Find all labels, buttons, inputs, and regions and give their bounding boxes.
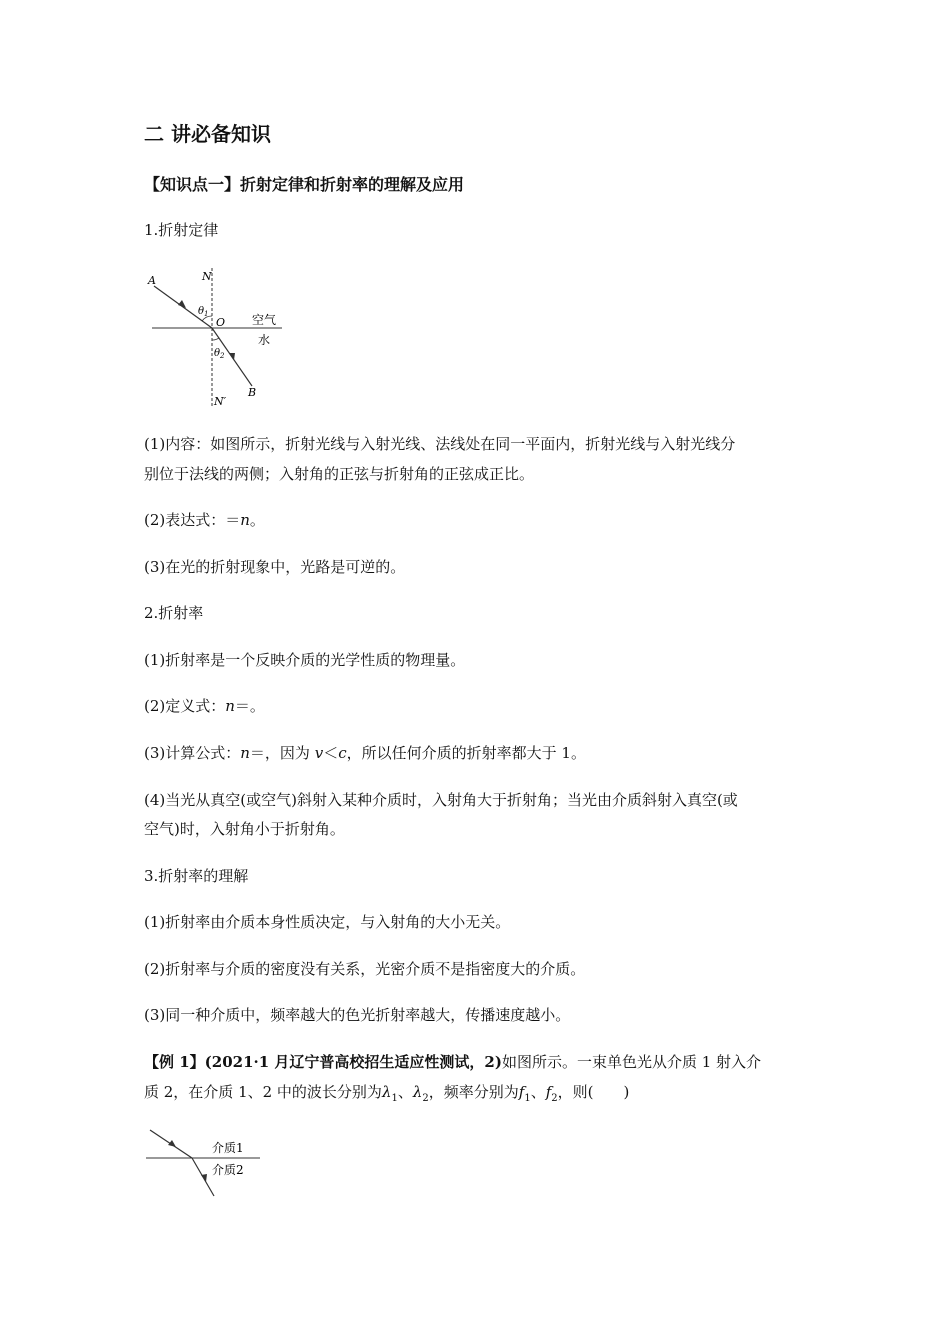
example-label: 【例 1】 [144, 1053, 205, 1071]
example-line1: 【例 1】(2021·1 月辽宁普高校招生适应性测试，2)如图所示。一束单色光从介质 1 射入介 [144, 1053, 762, 1071]
label-medium2: 介质2 [212, 1163, 244, 1177]
understanding-item1: (1)折射率由介质本身性质决定，与入射角的大小无关。 [144, 913, 511, 931]
law-item2: (2)表达式：＝n。 [144, 511, 265, 529]
law-item3: (3)在光的折射现象中，光路是可逆的。 [144, 558, 406, 576]
law-heading: 1.折射定律 [144, 221, 219, 239]
example-line2: 质 2，在介质 1、2 中的波长分别为$\lambda_1$、$\lambda_2$，频率分别为$f_1$、$f_2$，则( ) [144, 1083, 630, 1104]
label-theta1: $\theta_1$ [198, 306, 209, 318]
label-a: A [148, 274, 156, 287]
label-o: O [216, 316, 226, 329]
understanding-item3: (3)同一种介质中，频率越大的色光折射率越大，传播速度越小。 [144, 1006, 571, 1024]
law-item1-line1: (1)内容：如图所示，折射光线与入射光线、法线处在同一平面内，折射光线与入射光线分 [144, 435, 736, 453]
index-item2: (2)定义式：n＝。 [144, 697, 265, 715]
label-n-prime: N′ [214, 395, 227, 408]
label-water: 水 [258, 333, 271, 347]
example-source: (2021·1 月辽宁普高校招生适应性测试，2) [204, 1053, 502, 1071]
example-refracted-arrow [201, 1174, 207, 1182]
index-item3: (3)计算公式：n＝，因为 v＜c，所以任何介质的折射率都大于 1。 [144, 744, 586, 762]
refraction-diagram [140, 262, 300, 412]
understanding-item2: (2)折射率与介质的密度没有关系，光密介质不是指密度大的介质。 [144, 960, 586, 978]
section-title: 二 讲必备知识 [144, 122, 271, 146]
understanding-heading: 3.折射率的理解 [144, 867, 249, 885]
index-item4-line1: (4)当光从真空(或空气)斜射入某种介质时，入射角大于折射角；当光由介质斜射入真空(或 [144, 791, 738, 809]
label-air: 空气 [252, 313, 277, 327]
angle-arc-2 [212, 338, 219, 340]
law-item1-line2: 别位于法线的两侧；入射角的正弦与折射角的正弦成正比。 [144, 465, 535, 483]
label-theta2: $\theta_2$ [214, 348, 225, 360]
index-item1: (1)折射率是一个反映介质的光学性质的物理量。 [144, 651, 466, 669]
label-b: B [248, 386, 257, 399]
label-medium1: 介质1 [212, 1141, 244, 1155]
label-n: N [202, 270, 212, 283]
example-diagram [140, 1124, 270, 1200]
refracted-arrow [229, 353, 235, 360]
knowledge-point-title: 【知识点一】折射定律和折射率的理解及应用 [144, 175, 465, 194]
index-heading: 2.折射率 [144, 604, 204, 622]
index-item4-line2: 空气)时，入射角小于折射角。 [144, 820, 345, 838]
